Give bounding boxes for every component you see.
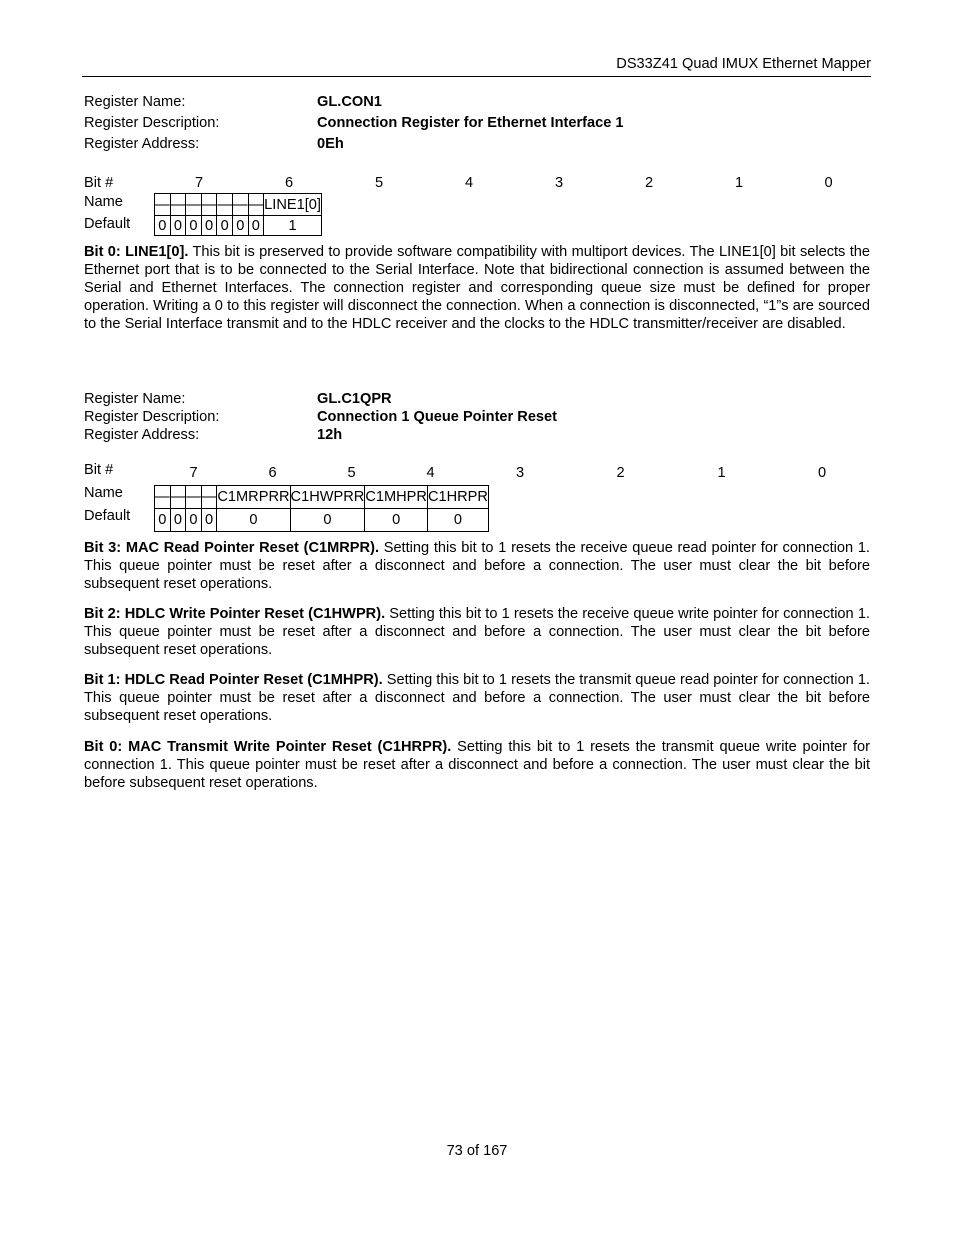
bit-description-paragraph <box>84 738 870 792</box>
name-label: Name <box>84 485 123 501</box>
register-description-label: Register Description: <box>84 115 220 131</box>
bit-default-cell: 0 <box>170 509 186 532</box>
bit-number: 6 <box>268 465 277 481</box>
bit-description-text: This bit is preserved to provide software compatibility with multiport devices. The LINE1[0] bit selects the Ethernet port that is to be connected to the Serial Interface. Note that bidirectional connection is assumed between the Serial and Ethernet Interfaces. The connection register and corresponding queue size must be defined for proper operation. Writing a 0 to this register will disconnect the connection. When a connection is disconnected, “1”s are sourced to the Serial Interface transmit and to the HDLC receiver and the clocks to the HDLC transmitter/receiver are disabled. <box>84 244 871 332</box>
bit-description-paragraph <box>84 539 870 593</box>
bit-default-cell: 0 <box>217 509 290 532</box>
bit-default-cell: 1 <box>264 216 322 236</box>
bit-default-cell: 0 <box>155 216 171 236</box>
bit-name-cell: — <box>232 194 248 216</box>
bit-number-row <box>154 175 873 191</box>
bit-name-cell: C1MHPR <box>365 486 428 509</box>
bit-name-cell: — <box>201 194 217 216</box>
register-1-cells <box>154 193 322 236</box>
register-address-value: 0Eh <box>317 136 344 152</box>
bit-description-title: Bit 2: HDLC Write Pointer Reset (C1HWPR). <box>84 606 386 622</box>
bit-number: 3 <box>554 175 564 191</box>
bit-number: 5 <box>374 175 384 191</box>
bit-number: 4 <box>464 175 474 191</box>
bit-description-paragraph <box>84 671 870 725</box>
bit-number: 2 <box>644 175 654 191</box>
bit-number: 4 <box>426 465 435 481</box>
bit-default-cell: 0 <box>290 509 365 532</box>
bit-description-text: Setting this bit to 1 resets the transmit queue write pointer for connection 1. This queue pointer must be reset after a disconnect and before a connection. The user must clear the bit before subsequent reset operations. <box>84 739 870 791</box>
default-label: Default <box>84 216 131 232</box>
bit-description-text: Setting this bit to 1 resets the receive queue write pointer for connection 1. This queue pointer must be reset after a disconnect and before a connection. The user must clear the bit before subsequent reset operations. <box>84 606 870 658</box>
bit-number: 1 <box>734 175 744 191</box>
register-description-value: Connection 1 Queue Pointer Reset <box>317 409 558 425</box>
bit-name-cell: — <box>248 194 264 216</box>
bit-name-cell: — <box>201 486 217 509</box>
bit-description-paragraph <box>84 243 870 333</box>
register-2-info <box>84 390 557 444</box>
bit-name-cell: — <box>186 486 202 509</box>
bit-name-cell: — <box>217 194 233 216</box>
bit-number: 6 <box>284 175 294 191</box>
bit-description-paragraph <box>84 605 870 659</box>
bit-description-title: Bit 0: MAC Transmit Write Pointer Reset (C1HRPR). <box>84 739 452 755</box>
bit-description-title: Bit 1: HDLC Read Pointer Reset (C1MHPR). <box>84 672 383 688</box>
bit-number: 0 <box>824 175 833 191</box>
register-1-info <box>84 92 624 155</box>
page-number: 73 of 167 <box>446 1143 508 1159</box>
bit-default-cell: 0 <box>170 216 186 236</box>
bit-name-cell: — <box>186 194 202 216</box>
bit-default-cell: 0 <box>201 509 217 532</box>
bit-default-cell: 0 <box>427 509 488 532</box>
bit-default-cell: 0 <box>186 216 202 236</box>
bit-label: Bit # <box>84 175 114 191</box>
bit-number-row <box>154 465 872 481</box>
name-label: Name <box>84 194 123 210</box>
bit-number: 2 <box>616 465 625 481</box>
page-header <box>82 56 871 77</box>
register-2-cells <box>154 485 489 532</box>
bit-description-title: Bit 3: MAC Read Pointer Reset (C1MRPR). <box>84 540 379 556</box>
register-address-label: Register Address: <box>84 427 200 443</box>
bit-number: 3 <box>515 465 525 481</box>
bit-number: 1 <box>717 465 726 481</box>
register-name-value: GL.CON1 <box>317 94 382 110</box>
register-address-value: 12h <box>317 427 343 443</box>
register-description-label: Register Description: <box>84 409 220 425</box>
bit-number: 0 <box>817 465 827 481</box>
register-name-value: GL.C1QPR <box>317 391 392 407</box>
bit-name-cell: — <box>155 486 171 509</box>
bit-default-cell: 0 <box>186 509 202 532</box>
bit-name-cell: — <box>170 486 186 509</box>
document-title: DS33Z41 Quad IMUX Ethernet Mapper <box>616 56 871 72</box>
bit-default-cell: 0 <box>365 509 428 532</box>
page-footer <box>0 1143 954 1159</box>
bit-name-cell: — <box>170 194 186 216</box>
bit-name-cell: LINE1[0] <box>264 194 322 216</box>
bit-name-cell: — <box>155 194 171 216</box>
bit-name-cell: C1MRPRR <box>217 486 290 509</box>
default-label: Default <box>84 508 131 524</box>
bit-default-cell: 0 <box>232 216 248 236</box>
bit-name-cell: C1HRPR <box>427 486 488 509</box>
bit-default-cell: 0 <box>155 509 171 532</box>
bit-default-cell: 0 <box>201 216 217 236</box>
bit-description-text: Setting this bit to 1 resets the transmit queue read pointer for connection 1. This queue pointer must be reset after a disconnect and before a connection. The user must clear the bit before subsequent reset operations. <box>84 672 870 724</box>
bit-default-cell: 0 <box>217 216 233 236</box>
register-address-label: Register Address: <box>84 136 200 152</box>
register-name-label: Register Name: <box>84 391 186 407</box>
register-name-label: Register Name: <box>84 94 186 110</box>
bit-number: 5 <box>347 465 356 481</box>
bit-description-text: Setting this bit to 1 resets the receive queue read pointer for connection 1. This queue pointer must be reset after a disconnect and before a connection. The user must clear the bit before subsequent reset operations. <box>84 540 870 592</box>
bit-default-cell: 0 <box>248 216 264 236</box>
bit-name-cell: C1HWPRR <box>290 486 365 509</box>
bit-description-title: Bit 0: LINE1[0]. <box>84 244 189 260</box>
bit-label: Bit # <box>84 462 114 478</box>
bit-number: 7 <box>189 465 198 481</box>
register-description-value: Connection Register for Ethernet Interface 1 <box>317 115 624 131</box>
bit-number: 7 <box>194 175 204 191</box>
